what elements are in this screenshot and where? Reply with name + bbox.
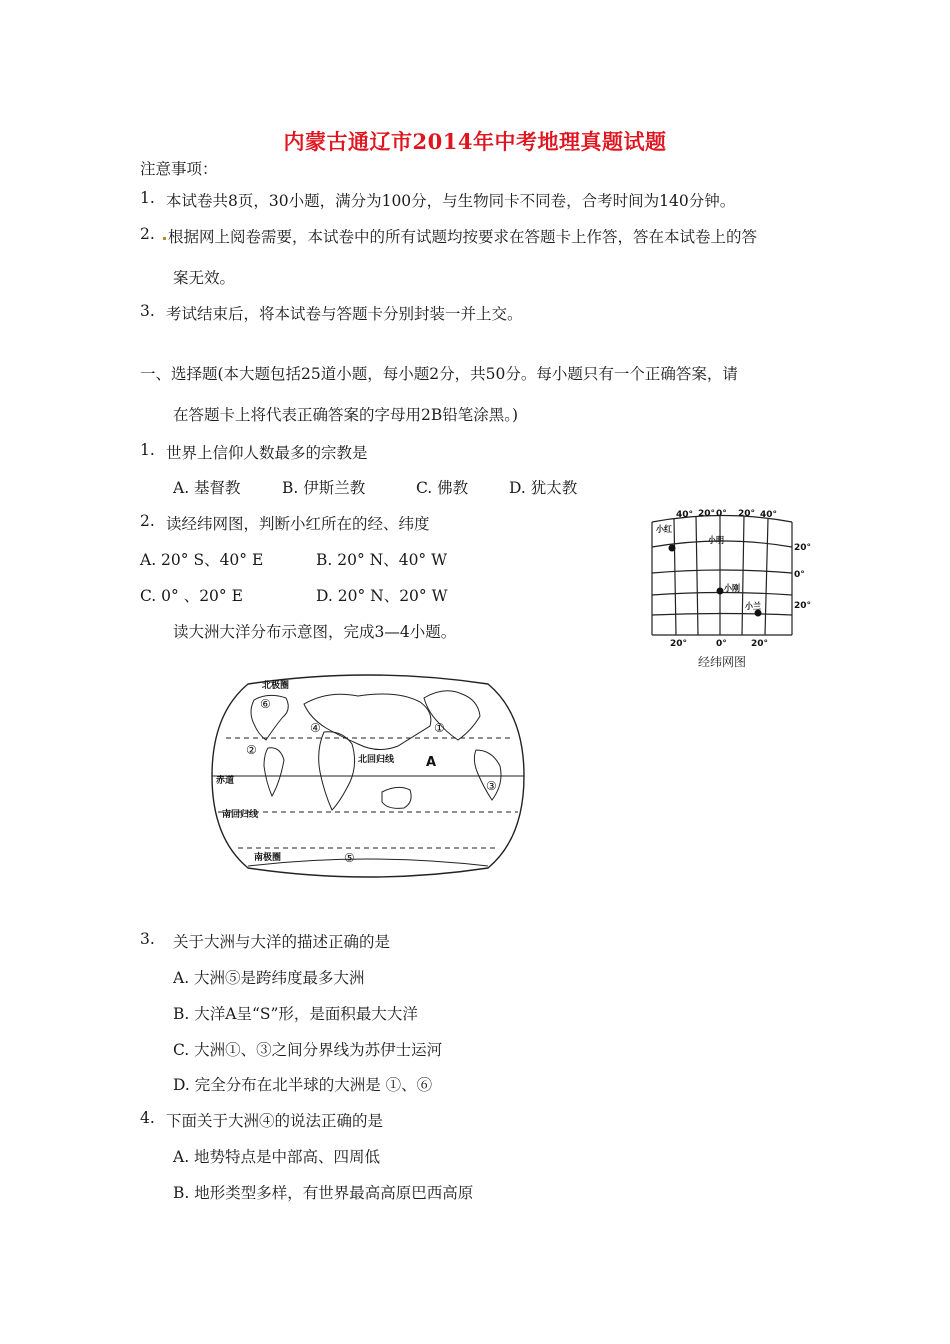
option-b: B. 大洋A呈“S”形，是面积最大大洋: [173, 1005, 418, 1023]
grid-bottom-label: 20°: [670, 639, 688, 649]
question-stem: 下面关于大洲④的说法正确的是: [166, 1112, 384, 1130]
option-c: C. 大洲①、③之间分界线为苏伊士运河: [173, 1041, 443, 1059]
tropic-capricorn-label: 南回归线: [222, 810, 259, 820]
option-a: A. 地势特点是中部高、四周低: [173, 1148, 381, 1166]
notice-item-num: 3.: [140, 302, 155, 320]
option-c: C. 0° 、20° E: [140, 587, 243, 605]
option-d: D. 犹太教: [509, 479, 578, 497]
notice-heading: 注意事项：: [140, 160, 218, 178]
continent-marker: ⑥: [260, 697, 271, 711]
notice-item-text: 本试卷共8页，30小题，满分为100分，与生物同卡不同卷，合考时间为140分钟。: [166, 192, 736, 210]
grid-bottom-label: 20°: [751, 639, 769, 649]
continent-marker: ②: [246, 743, 257, 757]
grid-right-label: 20°: [794, 601, 812, 611]
grid-top-label: 20°: [738, 509, 756, 519]
grid-top-label: 0°: [716, 509, 727, 519]
notice-item-continuation: 案无效。: [173, 269, 236, 287]
option-b: B. 20° N、40° W: [316, 551, 448, 569]
person-label: 小红: [656, 525, 674, 535]
section-heading: 一、选择题(本大题包括25道小题，每小题2分，共50分。每小题只有一个正确答案，请: [140, 365, 738, 383]
question-stem: 世界上信仰人数最多的宗教是: [166, 444, 368, 462]
grid-right-label: 20°: [794, 543, 812, 553]
grid-top-label: 40°: [676, 510, 694, 520]
grid-top-label: 20°: [698, 509, 716, 519]
arctic-circle-label: 北极圈: [262, 681, 290, 691]
continent-marker: ④: [310, 721, 321, 735]
continent-marker: ①: [434, 721, 445, 735]
option-d: D. 完全分布在北半球的大洲是 ①、⑥: [173, 1076, 433, 1094]
continent-marker: ⑤: [344, 851, 355, 865]
option-b: B. 地形类型多样，有世界最高高原巴西高原: [173, 1184, 474, 1202]
option-a: A. 20° S、40° E: [140, 551, 264, 569]
question-stem: 读经纬网图，判断小红所在的经、纬度: [166, 515, 430, 533]
notice-item-num: 1.: [140, 189, 155, 207]
grid-top-label: 40°: [760, 510, 778, 520]
ink-dot: [163, 237, 166, 240]
equator-label: 赤道: [216, 776, 235, 786]
option-c: C. 佛教: [416, 479, 469, 497]
ocean-a-label: A: [426, 755, 437, 770]
world-map: [208, 670, 528, 882]
intro-text: 读大洲大洋分布示意图，完成3—4小题。: [173, 623, 457, 641]
notice-item-text: 根据网上阅卷需要，本试卷中的所有试题均按要求在答题卡上作答，答在本试卷上的答: [168, 228, 758, 246]
person-dot: [717, 588, 724, 595]
person-label: 小明: [708, 536, 726, 546]
person-label: 小兰: [745, 602, 763, 612]
notice-item-text: 考试结束后，将本试卷与答题卡分别封装一并上交。: [166, 305, 523, 323]
option-b: B. 伊斯兰教: [282, 479, 366, 497]
grid-bottom-label: 0°: [716, 639, 727, 649]
graticule-map: [640, 505, 820, 675]
question-number: 3.: [140, 930, 155, 948]
antarctic-circle-label: 南极圈: [254, 853, 282, 863]
person-dot: [669, 545, 676, 552]
person-label: 小刚: [724, 584, 742, 594]
question-number: 4.: [140, 1109, 155, 1127]
page-title: 内蒙古通辽市2014年中考地理真题试题: [283, 129, 667, 154]
option-a: A. 基督教: [173, 479, 241, 497]
section-heading-continuation: 在答题卡上将代表正确答案的字母用2B铅笔涂黑。): [173, 406, 519, 424]
notice-item-num: 2.: [140, 225, 155, 243]
question-stem: 关于大洲与大洋的描述正确的是: [173, 933, 391, 951]
question-number: 2.: [140, 512, 155, 530]
continent-marker: ③: [486, 779, 497, 793]
option-a: A. 大洲⑤是跨纬度最多大洲: [173, 969, 365, 987]
grid-map-caption: 经纬网图: [698, 655, 747, 669]
question-number: 1.: [140, 441, 155, 459]
tropic-cancer-label: 北回归线: [358, 755, 395, 765]
grid-right-label: 0°: [794, 570, 805, 580]
option-d: D. 20° N、20° W: [316, 587, 448, 605]
